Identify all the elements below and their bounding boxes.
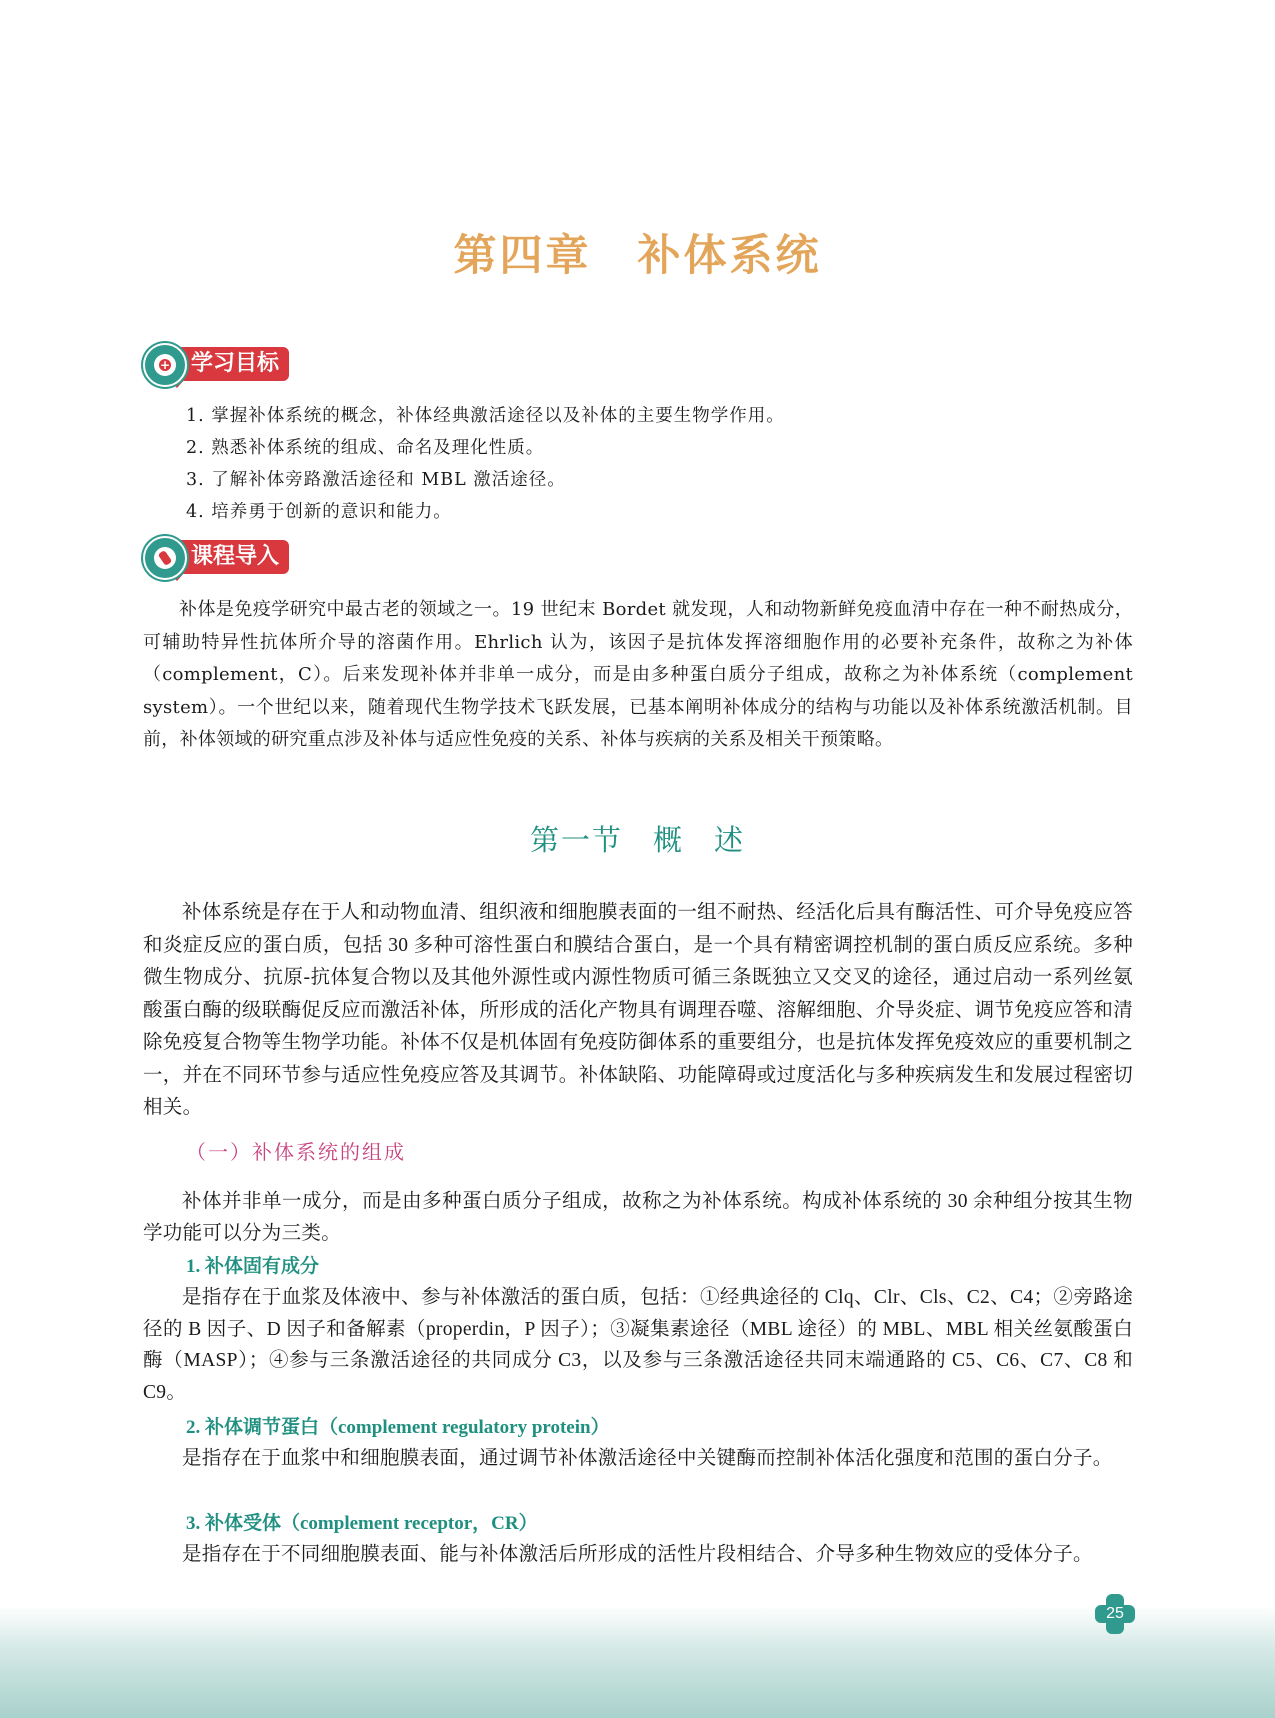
objective-item: 3. 了解补体旁路激活途径和 MBL 激活途径。 — [186, 470, 566, 490]
chapter-title — [0, 222, 1275, 283]
page-number: 25 — [1106, 1605, 1124, 1622]
objectives-list — [186, 400, 785, 528]
medicine-icon — [143, 536, 187, 580]
item-text-intrinsic-components: 是指存在于血浆及体液中、参与补体激活的蛋白质，包括：①经典途径的 Clq、Clr、Cls、C2、C4；②旁路途径的 B 因子、D 因子和备解素（properdin，P 因子）；③凝集素途径（MBL 途径）的 MBL、MBL 相关丝氨酸蛋白酶（MASP）；④参与三条激活途径的共同成分 C3，以及参与三条激活途径共同末端通路的 C5、C6、C7、C8 和 C9。 — [143, 1287, 1133, 1403]
footer-gradient-band — [0, 1606, 1275, 1718]
subsection-heading: （一）补体系统的组成 — [186, 1140, 406, 1164]
objective-item: 1. 掌握补体系统的概念，补体经典激活途径以及补体的主要生物学作用。 — [186, 406, 785, 426]
section-title-part1: 概 — [652, 823, 684, 857]
item-heading-complement-receptor: 3. 补体受体（complement receptor，CR） — [186, 1513, 538, 1534]
target-icon — [143, 343, 187, 387]
course-intro-label: 课程导入 — [165, 540, 289, 574]
objective-item: 4. 培养勇于创新的意识和能力。 — [186, 502, 452, 522]
objective-item: 2. 熟悉补体系统的组成、命名及理化性质。 — [186, 438, 545, 458]
overview-paragraph: 补体系统是存在于人和动物血清、组织液和细胞膜表面的一组不耐热、经活化后具有酶活性、可介导免疫应答和炎症反应的蛋白质，包括 30 多种可溶性蛋白和膜结合蛋白，是一个具有精密调控机制的蛋白质反应系统。多种微生物成分、抗原-抗体复合物以及其他外源性或内源性物质可循三条既独立又交叉的途径，通过启动一系列丝氨酸蛋白酶的级联酶促反应而激活补体，所形成的活化产物具有调理吞噬、溶解细胞、介导炎症、调节免疫应答和清除免疫复合物等生物学功能。补体不仅是机体固有免疫防御体系的重要组分，也是抗体发挥免疫效应的重要机制之一，并在不同环节参与适应性免疫应答及其调节。补体缺陷、功能障碍或过度活化与多种疾病发生和发展过程密切相关。 — [143, 902, 1134, 1118]
composition-intro-paragraph: 补体并非单一成分，而是由多种蛋白质分子组成，故称之为补体系统。构成补体系统的 30 余种组分按其生物学功能可以分为三类。 — [143, 1191, 1133, 1244]
learning-objectives-label: 学习目标 — [165, 347, 289, 381]
section-title-part2: 述 — [714, 823, 746, 857]
section-number: 第一节 — [529, 823, 623, 857]
page-number-badge — [1095, 1594, 1135, 1634]
course-intro-paragraph: 补体是免疫学研究中最古老的领域之一。19 世纪末 Bordet 就发现，人和动物新鲜免疫血清中存在一种不耐热成分，可辅助特异性抗体所介导的溶菌作用。Ehrlich 认为，该因子是抗体发挥溶细胞作用的必要补充条件，故称之为补体（complement，C）。后来发现补体并非单一成分，而是由多种蛋白质分子组成，故称之为补体系统（complement system）。一个世纪以来，随着现代生物学技术飞跃发展，已基本阐明补体成分的结构与功能以及补体系统激活机制。目前，补体领域的研究重点涉及补体与适应性免疫的关系、补体与疾病的关系及相关干预策略。 — [143, 599, 1133, 750]
chapter-name: 补体系统 — [637, 231, 822, 281]
item-heading-intrinsic-components: 1. 补体固有成分 — [186, 1256, 320, 1277]
item-text-regulatory-protein: 是指存在于血浆中和细胞膜表面，通过调节补体激活途径中关键酶而控制补体活化强度和范围的蛋白分子。 — [182, 1448, 1113, 1469]
item-heading-regulatory-protein: 2. 补体调节蛋白（complement regulatory protein） — [186, 1417, 610, 1438]
section-title — [0, 818, 1275, 859]
item-text-complement-receptor: 是指存在于不同细胞膜表面、能与补体激活后所形成的活性片段相结合、介导多种生物效应的受体分子。 — [182, 1544, 1093, 1565]
chapter-number: 第四章 — [453, 231, 592, 281]
